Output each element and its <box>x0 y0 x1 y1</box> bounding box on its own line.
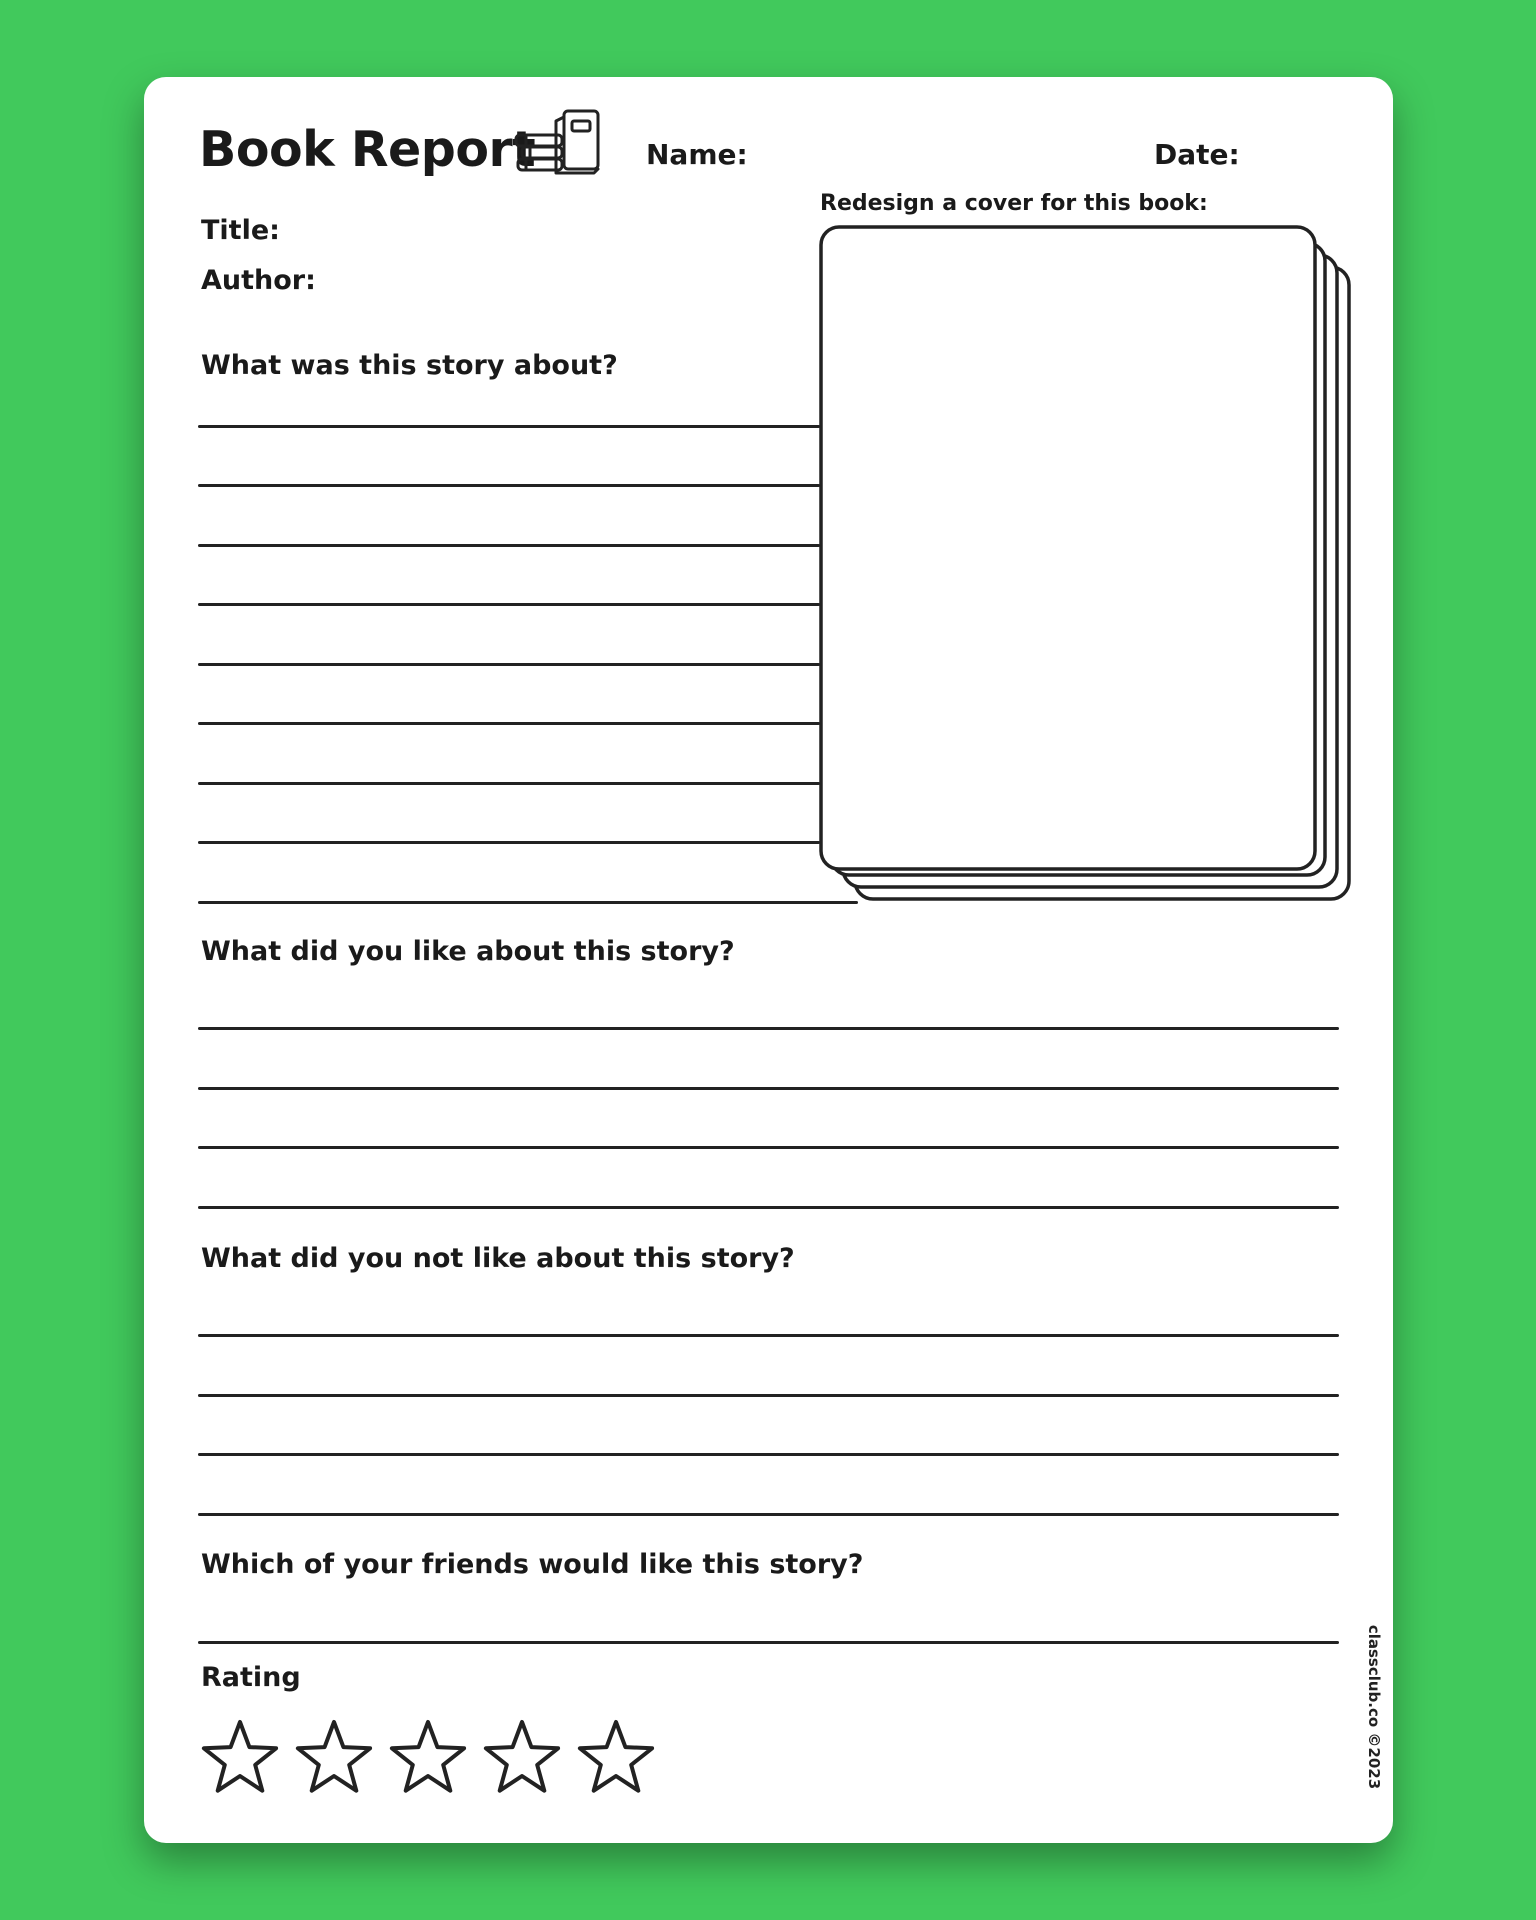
question-friends: Which of your friends would like this story? <box>201 1549 864 1580</box>
answer-line[interactable] <box>198 782 820 785</box>
question-liked: What did you like about this story? <box>201 936 735 967</box>
cover-drawing-box[interactable] <box>819 225 1359 905</box>
date-label: Date: <box>1154 138 1240 171</box>
answer-line[interactable] <box>198 425 820 428</box>
answer-line[interactable] <box>198 1206 1339 1209</box>
star-icon[interactable] <box>392 1722 464 1791</box>
answer-line[interactable] <box>198 544 820 547</box>
answer-line[interactable] <box>198 603 820 606</box>
star-icon[interactable] <box>298 1722 370 1791</box>
answer-line[interactable] <box>198 1146 1339 1149</box>
answer-line[interactable] <box>198 1453 1339 1456</box>
answer-line[interactable] <box>198 1641 1339 1644</box>
star-icon[interactable] <box>204 1722 276 1791</box>
rating-label: Rating <box>201 1662 301 1693</box>
rating-stars <box>200 1717 660 1799</box>
answer-line[interactable] <box>198 1087 1339 1090</box>
answer-line[interactable] <box>198 1394 1339 1397</box>
watermark <box>1364 1622 1384 1792</box>
books-stack-icon <box>512 107 604 177</box>
answer-line[interactable] <box>198 1513 1339 1516</box>
answer-line[interactable] <box>198 1027 1339 1030</box>
question-about: What was this story about? <box>201 350 618 381</box>
answer-line[interactable] <box>198 841 820 844</box>
page-title: Book Report <box>199 121 536 178</box>
answer-line[interactable] <box>198 1334 1339 1337</box>
title-field-label: Title: <box>201 215 280 246</box>
answer-line[interactable] <box>198 722 820 725</box>
author-field-label: Author: <box>201 265 316 296</box>
star-icon[interactable] <box>580 1722 652 1791</box>
question-disliked: What did you not like about this story? <box>201 1243 795 1274</box>
star-icon[interactable] <box>486 1722 558 1791</box>
answer-line[interactable] <box>198 901 858 904</box>
name-label: Name: <box>646 138 748 171</box>
answer-line[interactable] <box>198 484 820 487</box>
worksheet-page <box>144 77 1393 1843</box>
cover-prompt: Redesign a cover for this book: <box>820 191 1208 216</box>
watermark-text: classclub.co ©2023 <box>1365 1624 1383 1790</box>
answer-line[interactable] <box>198 663 820 666</box>
